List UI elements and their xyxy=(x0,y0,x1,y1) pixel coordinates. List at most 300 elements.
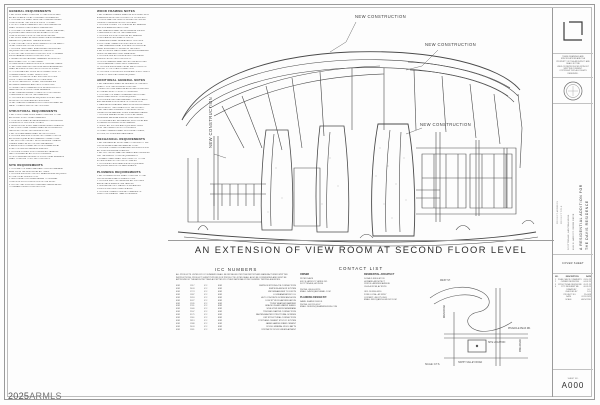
project-address-line-2: SCOTTSDALE, ARIZONA 85266 xyxy=(568,214,570,250)
icc-cell: ICC xyxy=(204,302,208,305)
note-line: 9. PROVIDE DOUBLE JOISTS UNDER ALL PARALLEL xyxy=(9,150,59,153)
note-line: 5. ALL GLU-LAM BEAMS SHALL BE 24F-V4 DF/DF. xyxy=(9,132,56,135)
stamp-line-1: THESE DRAWINGS AND SPECIFICATIONS ARE THE xyxy=(560,56,586,61)
vicinity-label-main-road: MAIN ROAD xyxy=(444,304,446,318)
icc-cell: ICC xyxy=(204,314,208,317)
icc-cell: ESR xyxy=(218,302,223,305)
general-notes-column xyxy=(9,10,189,394)
icc-cell: 2907 xyxy=(190,311,195,314)
revision-cell: PROJECT NO. xyxy=(563,293,577,296)
icc-cell: ESR xyxy=(176,290,181,293)
note-line: RAFTER TO TOP PLATE CONNECTION. xyxy=(97,68,135,71)
note-block-title: WOOD FRAMING NOTES xyxy=(97,9,135,13)
note-line: DIRECTION GREATER THAN 45 DEGREES. xyxy=(97,193,138,196)
contact-line: 6012 E. ARROYO VERDE DR. xyxy=(300,280,328,283)
note-line: PARTITIONS AND AT ALL FLOOR OPENINGS. xyxy=(9,153,52,156)
icc-numbers-block xyxy=(176,268,296,332)
note-line: APPROVED EQUAL AT ALL FRAMING CONNECTIONS. xyxy=(9,137,60,140)
note-block-title: SITE REQUIREMENTS xyxy=(9,163,43,168)
vicinity-label-pinnacle-peak: PINNACLE PEAK RD. xyxy=(508,328,531,330)
revision-cell: STRUCTURAL REVISIONS xyxy=(558,283,582,286)
contact-line: PHONE: 602.555.0147 xyxy=(300,303,321,306)
icc-cell: SCHLUTER KERDI MEMBRANE xyxy=(266,308,296,311)
note-line: 12. COORDINATE ALL WORK WITH OWNER PRIOR TO xyxy=(9,71,61,74)
note-line: 5. PROVIDE SOLID BLOCKING AT ALL BEARING xyxy=(97,34,142,37)
note-line: PER THE ENERGY CODE REQUIREMENTS. xyxy=(97,155,139,158)
note-line: 1. ALL STRUCTURAL WORK SHALL CONFORM TO THE xyxy=(9,114,61,117)
contact-spacer xyxy=(300,309,354,312)
icc-cell: ICC xyxy=(204,328,208,331)
note-line: 6. PROVIDE SIMPSON STRONG-TIE CONNECTORS OR xyxy=(9,135,62,138)
note-line: 4. PROVIDE A ONE YEAR WARRANTY ON ALL LABOR xyxy=(97,98,148,101)
note-line: 2. STUDS SHALL BE 2x6 AT 16 INCHES ON CENTER xyxy=(97,19,146,22)
note-line: ALL FUEL BURNING APPLIANCES. xyxy=(97,149,130,152)
note-line: ADDITIONAL COST TO THE OWNER. xyxy=(9,60,44,63)
icc-cell: ESR xyxy=(176,328,181,331)
revision-header-desc: DESCRIPTION xyxy=(565,276,579,278)
icc-cell: ESR xyxy=(218,322,223,325)
icc-numbers-paragraph: ALL PRODUCTS LISTED BY ICC NUMBERS SHALL BE INSTALLED PER THE REPORT AND MANUFACTURER WRITTEN INSTRUCTIONS. PRODUCT SUBSTITUTIONS FOR PRODUCTS LISTED SHALL ALSO BE CONSIDERED AND MUST BE APPROVED BY THE ARCHITECT AND ACCEPTED BY OTHER NATIONALLY RECOGNIZED TESTING AGENCIES. xyxy=(176,274,288,282)
icc-cell: ICC xyxy=(204,308,208,311)
note-line: 1. ALL PLUMBING WORK SHALL CONFORM TO THE xyxy=(97,175,146,177)
vicinity-scale-label: SCALE: N.T.S. xyxy=(425,364,441,366)
architect-seal xyxy=(553,78,593,104)
icc-cell: ICC xyxy=(204,296,208,299)
icc-cell: 2053 xyxy=(190,296,195,299)
sheet-content-cell xyxy=(553,254,593,274)
elevation-linework xyxy=(170,8,548,258)
icc-cell: ICC xyxy=(204,288,208,291)
vicinity-label-happy-valley: HAPPY VALLEY ROAD xyxy=(458,362,483,364)
note-line: PANEL EDGES AND 12 INCHES IN THE FIELD. xyxy=(97,47,141,50)
contact-line: PHONE: 480.444.9251 xyxy=(300,288,321,291)
note-line: 1. ALL FRAMING LUMBER SHALL BE KILN DRIED WITH xyxy=(97,13,149,16)
revision-header-date: DATE xyxy=(585,276,591,278)
note-line: 11. PROVIDE HURRICANE TIES AT EACH TRUSS OR xyxy=(97,65,147,68)
note-line: FABRICATION OF STRUCTURAL MEMBERS. xyxy=(9,89,51,92)
note-line: RESISTIVE BARRIER OVER SHEATHING. xyxy=(97,52,136,55)
icc-cell: ICC xyxy=(204,299,208,302)
note-line: 5. ALL WORK SHALL BE PERFORMED IN A WORKMANLIKE xyxy=(9,37,65,40)
watermark-name: ARMLS xyxy=(29,391,62,401)
icc-cell: ICC xyxy=(204,325,208,328)
contact-line: NAME: SHAWN CHILDS xyxy=(300,300,323,303)
project-address-label: PROJECT ADDRESS xyxy=(557,200,559,224)
icc-cell: ESR xyxy=(176,299,181,302)
note-line: 8. ANCHOR BOLTS SHALL BE 1/2 INCH DIAMETER AT xyxy=(9,145,60,148)
icc-cell: USP STRUCTURAL CONNECTORS xyxy=(263,317,296,320)
note-line: 5. MAINTAIN A CLEAN AND SAFE WORK ENVIRONMENT xyxy=(97,103,151,106)
icc-row xyxy=(176,329,296,332)
note-line: 1. ALL MATERIALS SHALL BE NEW AND OF THE BEST xyxy=(97,83,148,86)
note-line: QUALITY FOR THE INTENDED PURPOSE. xyxy=(97,85,137,88)
project-address-line-1: 6012 E. ARROYO VERDE DRIVE xyxy=(573,213,575,250)
note-line: OF ALL PERSONS ON THE JOB SITE. xyxy=(9,45,45,48)
note-line: 8. COORDINATE ALL MECHANICAL, ELECTRICAL AND xyxy=(97,119,149,122)
icc-cell: ESR xyxy=(218,288,223,291)
revision-header-no: NO. xyxy=(555,276,559,278)
note-line: 2. PROVIDE EROSION CONTROL MEASURES AS REQUIRED xyxy=(9,173,67,176)
icc-cell: ESR xyxy=(176,311,181,314)
revision-rows xyxy=(555,279,591,302)
note-line: 6. SHEATHING SHALL BE APA RATED 15/32 INCH xyxy=(97,39,144,42)
note-block xyxy=(9,164,95,189)
note-line: 7. PROVIDE TEMPORARY BRACING AND SHORING AS xyxy=(9,47,61,50)
note-line: 1. ALL WORK SHALL CONFORM TO THE 2018 IRC AND xyxy=(9,13,61,16)
revision-cell: CHECKED BY xyxy=(565,291,578,293)
note-line: 9. VERIFY ALL FIXTURE AND EQUIPMENT SIZES xyxy=(97,124,143,127)
icc-cell: 1146 xyxy=(190,317,195,320)
stamp-line-3: USED OR REPRODUCED WITHOUT WRITTEN CONSENT. xyxy=(557,65,589,71)
note-line: 8. ALL EXTERIOR WALLS SHALL RECEIVE A WEATHER xyxy=(97,50,149,53)
note-line: AND NON-BEARING PARTITIONS. xyxy=(97,26,129,29)
revision-cell: SCALE xyxy=(565,298,572,301)
contact-line: SCOTTSDALE, AZ 85266 xyxy=(300,283,324,286)
note-line: 3. RESTORE ALL DISTURBED AREAS TO ORIGINAL xyxy=(9,178,58,181)
note-line: 10. NOTCHING AND BORING OF STRUCTURAL MEMBERS xyxy=(9,155,65,158)
icc-cell: ESR xyxy=(218,314,223,317)
contact-line: CHULA VISTA, AZ 85259 xyxy=(364,285,387,288)
note-line: 9. PROVIDE FIRE BLOCKING AT ALL CONCEALED xyxy=(97,55,144,58)
revision-cell: 4 xyxy=(555,286,557,288)
note-line: 5. PROVIDE ACCESS PANELS AT ALL EQUIPMENT xyxy=(97,162,145,165)
note-block xyxy=(9,110,95,161)
note-line: COMMENCEMENT OF ANY DEMOLITION. xyxy=(9,73,48,76)
icc-numbers-title: ICC NUMBERS xyxy=(214,267,258,272)
note-line: 2018 INTERNATIONAL MECHANICAL CODE. xyxy=(97,144,139,147)
contact-heading: PLANNING DESIGN BY: xyxy=(300,296,327,300)
note-line: 2. PROVIDE COMBUSTION AIR AND VENTILATION FOR xyxy=(97,147,150,150)
note-line: TO REMAIN DURING CONSTRUCTION. xyxy=(9,186,46,189)
revision-cell: 25-0418 xyxy=(584,293,591,296)
icc-cell: ESR xyxy=(218,311,223,314)
revision-cell: 02.28.2025 xyxy=(581,296,591,298)
sheet-number-cell xyxy=(553,370,593,397)
icc-cell: TYVEK WEATHER BARRIER xyxy=(269,302,296,305)
contact-line: PETER DAVIS xyxy=(300,277,314,280)
icc-cell: ESR xyxy=(218,319,223,322)
note-line: REQUIRING SERVICE OR MAINTENANCE. xyxy=(97,165,137,168)
architect-logo xyxy=(553,8,593,54)
contact-line: HOWARD ARCHITECT xyxy=(364,280,385,283)
icc-cell: LOUISIANA PACIFIC LVL xyxy=(273,293,296,296)
callout-new-construction-1: NEW CONSTRUCTION xyxy=(355,14,407,19)
icc-cell: ICC xyxy=(204,319,208,322)
contact-heading: RESIDENTIAL ARCHITECT xyxy=(364,272,395,276)
icc-cell: ESR xyxy=(218,328,223,331)
note-line: 10. REMOVE ALL DEBRIS FROM SITE ON A DAILY BASIS. xyxy=(9,63,63,66)
note-line: 4. PROVIDE CLEANOUTS AT ALL CHANGES OF xyxy=(97,190,142,193)
icc-cell: ICC xyxy=(204,285,208,288)
icc-cell: 1774 xyxy=(190,290,195,293)
note-line: PLUMBING ROUGH-INS WITH FRAMING. xyxy=(97,122,136,125)
note-block-title: GENERAL REQUIREMENTS xyxy=(9,9,52,13)
revision-cell: S.C. xyxy=(587,288,591,291)
vicinity-map-linework xyxy=(424,278,536,370)
contact-line: EMAIL: DESIGN@SHAWNDESIGN.COM xyxy=(300,306,338,309)
revision-row xyxy=(555,299,591,302)
icc-cell: 1361 xyxy=(190,328,195,331)
icc-cell: DOW STYROFOAM INSULATION xyxy=(265,299,296,302)
note-line: BY THE ARCHITECT PRIOR TO ORDERING. xyxy=(97,91,139,93)
note-line: 2. PROVIDE SHUT OFF VALVES AT ALL FIXTURES xyxy=(97,180,144,183)
note-line: 16. ALL DIMENSIONS ARE TO FACE OF STUD UNLESS xyxy=(9,91,61,94)
revision-cell: 2 xyxy=(555,281,557,283)
icc-cell: ESR xyxy=(218,299,223,302)
revision-cell: 06.09.25 xyxy=(583,286,591,288)
note-line: PRIOR TO ANY EXCAVATION OR TRENCHING. xyxy=(9,78,53,81)
note-line: 7. ALL BOLTS IN CONTACT WITH PRESSURE TREATED xyxy=(9,140,62,143)
note-line: 2. SUBSTITUTIONS SHALL BE APPROVED IN WRITING xyxy=(97,88,149,91)
note-line: CONDITION UPON COMPLETION OF THE WORK. xyxy=(9,180,56,183)
title-divider xyxy=(168,240,554,241)
icc-cell: 1040 xyxy=(190,308,195,311)
project-title-label: PROJECT TITLE xyxy=(561,205,563,224)
copyright-stamp xyxy=(553,54,593,78)
icc-cell: ESR xyxy=(176,317,181,320)
note-line: MOUNTED FIXTURES AND ACCESSORIES. xyxy=(9,99,50,102)
icc-cell: 2403 xyxy=(190,325,195,328)
note-line: SHALL GOVERN OVER SCALED DIMENSIONS. xyxy=(9,26,54,29)
revision-cell: DRAWN BY xyxy=(566,288,577,291)
note-line: A MAXIMUM MOISTURE CONTENT OF 19 PERCENT. xyxy=(97,16,147,19)
note-line: 6. THE CONTRACTOR IS RESPONSIBLE FOR THE SAFETY xyxy=(9,42,65,45)
icc-cell: 1539 xyxy=(190,302,195,305)
note-line: 10. FINAL CLEANING SHALL INCLUDE ALL GLASS, xyxy=(97,129,145,132)
revision-cell: CITY RESUBMITTAL xyxy=(560,286,579,288)
callout-new-construction-2: NEW CONSTRUCTION xyxy=(425,42,477,47)
note-line: OTHERWISE NOTED ON THE DRAWINGS. xyxy=(97,32,137,35)
note-line: 4. EXHAUST FANS SHALL VENT DIRECTLY TO THE xyxy=(97,157,146,160)
contact-line: OFF: 98.9566.0990 xyxy=(364,291,382,294)
note-line: 12. PROVIDE CONTINUOUS RIDGE AND SOFFIT VENTS xyxy=(97,71,150,74)
contact-line: ZONE LOCAL: AZ 85267 xyxy=(364,294,387,297)
icc-cell: ICC xyxy=(204,290,208,293)
contact-spacer xyxy=(364,302,418,305)
icc-cell: ESR xyxy=(176,325,181,328)
revision-cell: 03.14.25 xyxy=(583,278,591,281)
icc-cell: PORTLAND CEMENT STUCCO SYSTEM xyxy=(258,319,296,322)
note-line: 4. ALL HEADERS SHALL BE 4x8 MINIMUM UNLESS xyxy=(97,29,145,32)
revision-cell: OWNER REVISIONS xyxy=(560,281,579,283)
note-line: 8. PROTECT ALL EXISTING CONSTRUCTION TO REMAIN xyxy=(9,52,63,55)
sheet-number-value: A000 xyxy=(561,380,585,390)
note-line: AWAY FROM THE BUILDING AT ALL TIMES. xyxy=(9,170,50,173)
title-block xyxy=(552,8,592,397)
icc-cell: ESR xyxy=(176,305,181,308)
note-line: SHALL CONFORM TO IRC SECTION R502.8. xyxy=(9,158,51,161)
notes-subcolumn-left xyxy=(9,10,95,192)
icc-cell: SIMPSON STRONG-TIE CONNECTORS xyxy=(259,285,296,288)
note-line: 18. ALL GLAZING IN HAZARDOUS LOCATIONS SHALL BE xyxy=(9,102,63,105)
stamp-line-4: COPYRIGHT 2025 ALL RIGHTS RESERVED. xyxy=(559,70,587,75)
note-line: MANNER BY QUALIFIED TRADESPERSONS. xyxy=(9,39,51,42)
note-line: 3. ALL DUCTWORK SHALL BE SEALED AND INSULATED xyxy=(97,152,150,155)
note-line: BETWEEN DRAWINGS AND FIELD CONDITIONS. xyxy=(9,84,55,87)
note-line: DISSIMILAR MATERIALS AND AT PENETRATIONS. xyxy=(97,116,145,119)
icc-cell: ESR xyxy=(218,325,223,328)
callout-new-construction-3: NEW CONSTRUCTION xyxy=(420,122,472,127)
logo-mark-icon xyxy=(560,18,586,44)
note-block-title: STRUCTURAL REQUIREMENTS xyxy=(9,109,58,114)
icc-cell: ESR xyxy=(218,317,223,320)
icc-cell: ESR xyxy=(218,285,223,288)
contact-line: EMAIL: DAVIS@ARCHMAIL.COM xyxy=(300,291,331,294)
icc-cell: ICC xyxy=(204,305,208,308)
note-line: 2018 INTERNATIONAL PLUMBING CODE. xyxy=(97,177,136,180)
icc-cell: ESR xyxy=(218,296,223,299)
page-title: AN EXTENSION OF VIEW ROOM AT SECOND FLOOR LEVEL xyxy=(194,244,528,255)
note-line: LUMBER SHALL BE HOT DIPPED GALVANIZED. xyxy=(9,142,54,145)
note-line: 3. DO NOT SCALE DRAWINGS. WRITTEN DIMENSIONS xyxy=(9,24,62,27)
contact-line: 13381 E. ANDREW AVENUE xyxy=(364,283,390,286)
icc-cell: 1387 xyxy=(190,293,195,296)
note-line: STRENGTH OF 2500 PSI AT 28 DAYS. xyxy=(9,122,45,125)
contact-heading: OWNER xyxy=(300,272,310,276)
icc-cell: ESR xyxy=(176,302,181,305)
vicinity-label-pima-road: PIMA ROAD xyxy=(520,339,522,352)
icc-cell: ICC xyxy=(204,317,208,320)
note-line: REQUIRED UNTIL ALL FRAMING IS COMPLETE. xyxy=(9,50,55,53)
revision-cell: 3 xyxy=(555,283,557,286)
note-line: COMPLETE EXECUTION OF THE WORK SHOWN. xyxy=(9,34,56,37)
contact-line: CONTACT: 480.275.0563 xyxy=(364,296,387,299)
note-line: 3. PROVIDE DOUBLE TOP PLATES AT ALL BEARING xyxy=(97,24,146,27)
icc-cell: ESR xyxy=(176,293,181,296)
revision-cell: 05.21.25 xyxy=(583,283,591,286)
note-line: 14. NOTIFY ARCHITECT OF ANY DISCREPANCIES xyxy=(9,81,57,84)
stamp-line-2: PROPERTY OF THE ARCHITECT AND SHALL NOT BE xyxy=(556,60,590,66)
icc-cell: 2813 xyxy=(190,319,195,322)
note-line: 9. REPAIR OR REPLACE ANY DAMAGED WORK AT NO xyxy=(9,58,61,61)
note-block-title: PLUMBING REQUIREMENTS xyxy=(97,170,141,175)
project-title-line-1: A RESIDENTIAL ADDITION FOR xyxy=(579,184,583,250)
watermark xyxy=(8,391,62,401)
sheet-content-value: COVER SHEET xyxy=(562,262,584,265)
note-line: 3. REINFORCING STEEL SHALL BE ASTM A615 GRADE 60. xyxy=(9,124,65,127)
icc-cell: ESR xyxy=(218,308,223,311)
icc-cell: ESR xyxy=(218,293,223,296)
note-line: 1. ALL MECHANICAL WORK SHALL CONFORM TO THE xyxy=(97,142,149,145)
note-line: APPROVED STRUCTURAL DRAWINGS. xyxy=(9,116,47,119)
note-block-title: MECHANICAL REQUIREMENTS xyxy=(97,137,146,142)
note-line: FROM DAMAGE DURING CONSTRUCTION. xyxy=(9,55,50,58)
note-line: 4. ALL STRUCTURAL LUMBER SHALL BE DOUGLAS FIR- xyxy=(9,127,63,130)
revision-cell: 1 xyxy=(555,278,557,281)
contact-line: DONALD SINGLETON xyxy=(364,277,385,280)
revision-table xyxy=(553,274,593,370)
icc-cell: 3027 xyxy=(190,299,195,302)
note-line: 15. SUBMIT SHOP DRAWINGS FOR REVIEW PRIOR TO xyxy=(9,86,61,89)
icc-cell: 2403 xyxy=(190,288,195,291)
note-line: ALL APPLICABLE LOCAL CODES AND ORDINANCES. xyxy=(9,16,59,19)
project-title-vertical xyxy=(553,104,593,255)
note-line: 3. CONTRACTOR SHALL OBTAIN AND PAY FOR ALL xyxy=(97,93,146,96)
icc-cell: ESR xyxy=(218,290,223,293)
revision-cell: 04.02.25 xyxy=(583,281,591,283)
note-block xyxy=(9,10,95,107)
icc-cell: 2761 xyxy=(190,305,195,308)
icc-cell: 1988 xyxy=(190,322,195,325)
contact-list-title: CONTACT LIST xyxy=(338,266,384,271)
note-block-title: ADDITIONAL GENERAL NOTES xyxy=(97,78,146,83)
note-line: WITH THE OWNER PRIOR TO ROUGH-IN. xyxy=(97,127,137,130)
note-line: 6. ALL PAINT AND FINISHES TO BE SELECTED BY xyxy=(97,109,145,112)
note-line: 17. PROVIDE BLOCKING AS REQUIRED FOR ALL WALL xyxy=(9,96,62,99)
callout-new-construction-4: NEW CONSTRUCTION xyxy=(208,96,213,148)
revision-cell: PLAN CHECK COMMENTS xyxy=(558,278,582,281)
icc-cell: TRUSSED RAFTER CONNECTORS xyxy=(263,311,296,314)
icc-cell: JAMES HARDIE FIBER CEMENT xyxy=(265,322,296,325)
icc-cell: ESR xyxy=(176,288,181,291)
vicinity-label-west-st: WEST ST. xyxy=(440,280,451,282)
icc-cell: ICC xyxy=(204,322,208,325)
note-line: 4. CONTRACTOR SHALL PROVIDE ALL LABOR, MATERIAL, xyxy=(9,29,65,32)
building-elevation-drawing xyxy=(170,8,548,258)
icc-cell: 3179 xyxy=(190,314,195,317)
icc-cell: FASTEN-MASTER STRUCTURAL SCREWS xyxy=(255,314,296,317)
seal-icon xyxy=(562,80,584,102)
icc-cell: ESR xyxy=(176,322,181,325)
icc-cell: ICC xyxy=(204,293,208,296)
note-line: TRUSS MANUFACTURER SHOP DRAWINGS. xyxy=(97,63,140,66)
vicinity-label-site: SITE LOCATION xyxy=(488,342,506,344)
note-line: AND MATERIALS FROM DATE OF COMPLETION. xyxy=(97,101,143,104)
note-line: 7. NAIL SHEATHING 8d AT 6 INCHES ON CENTER AT xyxy=(97,45,147,48)
note-line: SHALL BE FIRESTOPPED PER UL LISTED SYSTEMS. xyxy=(9,68,60,71)
vicinity-map xyxy=(424,278,536,370)
contact-column xyxy=(364,274,418,312)
note-line: 7. PROVIDE SEALANT AT ALL JOINTS BETWEEN xyxy=(97,114,143,117)
icc-cell: SIMPSON ANCHOR SYSTEM xyxy=(268,288,296,291)
note-line: 2. CONCRETE SHALL ATTAIN A MINIMUM COMPRESSIVE xyxy=(9,119,63,122)
note-line: POINTS AND AT MID-SPAN OF JOISTS. xyxy=(97,37,134,40)
contact-line: EMAIL: INFO@ARCH-GROUP.COM xyxy=(364,299,397,302)
note-line: PERMITS AND INSPECTIONS REQUIRED. xyxy=(97,96,137,99)
note-line: AND AT EACH BRANCH LINE TAKEOFF. xyxy=(97,182,135,185)
note-line: FLOORS, FIXTURES AND HARDWARE. xyxy=(97,132,134,135)
note-line: LARCH No.2 OR BETTER UNLESS NOTED. xyxy=(9,129,50,132)
revision-cell: DATE xyxy=(566,296,571,298)
contact-list-block xyxy=(300,268,422,312)
project-title-line-2: THE DAVIS RESIDENCE xyxy=(585,200,589,250)
icc-cell: ICC xyxy=(204,311,208,314)
note-line: 10. ROOF FRAMING SHALL BE PER THE APPROVED xyxy=(97,60,147,63)
revision-cell: D.S. xyxy=(587,291,591,293)
contact-column xyxy=(300,274,354,312)
icc-cell: ESR xyxy=(176,308,181,311)
note-line: EQUIPMENT AND SERVICES NECESSARY FOR THE xyxy=(9,32,59,35)
note-line: SPACES PER IRC SECTION R302.11. xyxy=(97,58,132,61)
icc-cell: ROXUL MINERAL WOOL BATTS xyxy=(266,325,296,328)
note-line: 1. CONTRACTOR SHALL MAINTAIN POSITIVE DRAINAGE xyxy=(9,168,63,171)
icc-cell: ESR xyxy=(176,319,181,322)
note-line: PIPING IN UNCONDITIONED SPACES. xyxy=(97,187,133,190)
icc-cell: ESR xyxy=(176,296,181,299)
note-line: 2. CONTRACTOR SHALL VERIFY ALL DIMENSIONS AND xyxy=(9,19,62,22)
note-line: CONDITIONS AT THE JOB SITE PRIOR TO START. xyxy=(9,21,56,24)
icc-cell: GRACE ICE AND WATER SHIELD xyxy=(264,305,296,308)
note-line: FOR ATTIC VENTILATION AS REQUIRED. xyxy=(97,73,136,76)
watermark-year: 2025 xyxy=(8,391,30,401)
contact-list-columns xyxy=(300,274,422,312)
note-line: OWNER FROM MANUFACTURER STANDARD RANGE. xyxy=(97,111,148,114)
note-line: THROUGHOUT THE DURATION OF THE PROJECT. xyxy=(97,106,145,109)
note-line: OTHERWISE NOTED ON THE DRAWINGS. xyxy=(9,94,49,97)
icc-cell: HILTI CONCRETE SCREW ANCHORS xyxy=(261,296,296,299)
note-line: EXTERIOR AND NOT INTO ATTIC SPACES. xyxy=(97,160,138,163)
icc-cell: SYNTHETIC ROOF UNDERLAYMENT xyxy=(261,328,296,331)
